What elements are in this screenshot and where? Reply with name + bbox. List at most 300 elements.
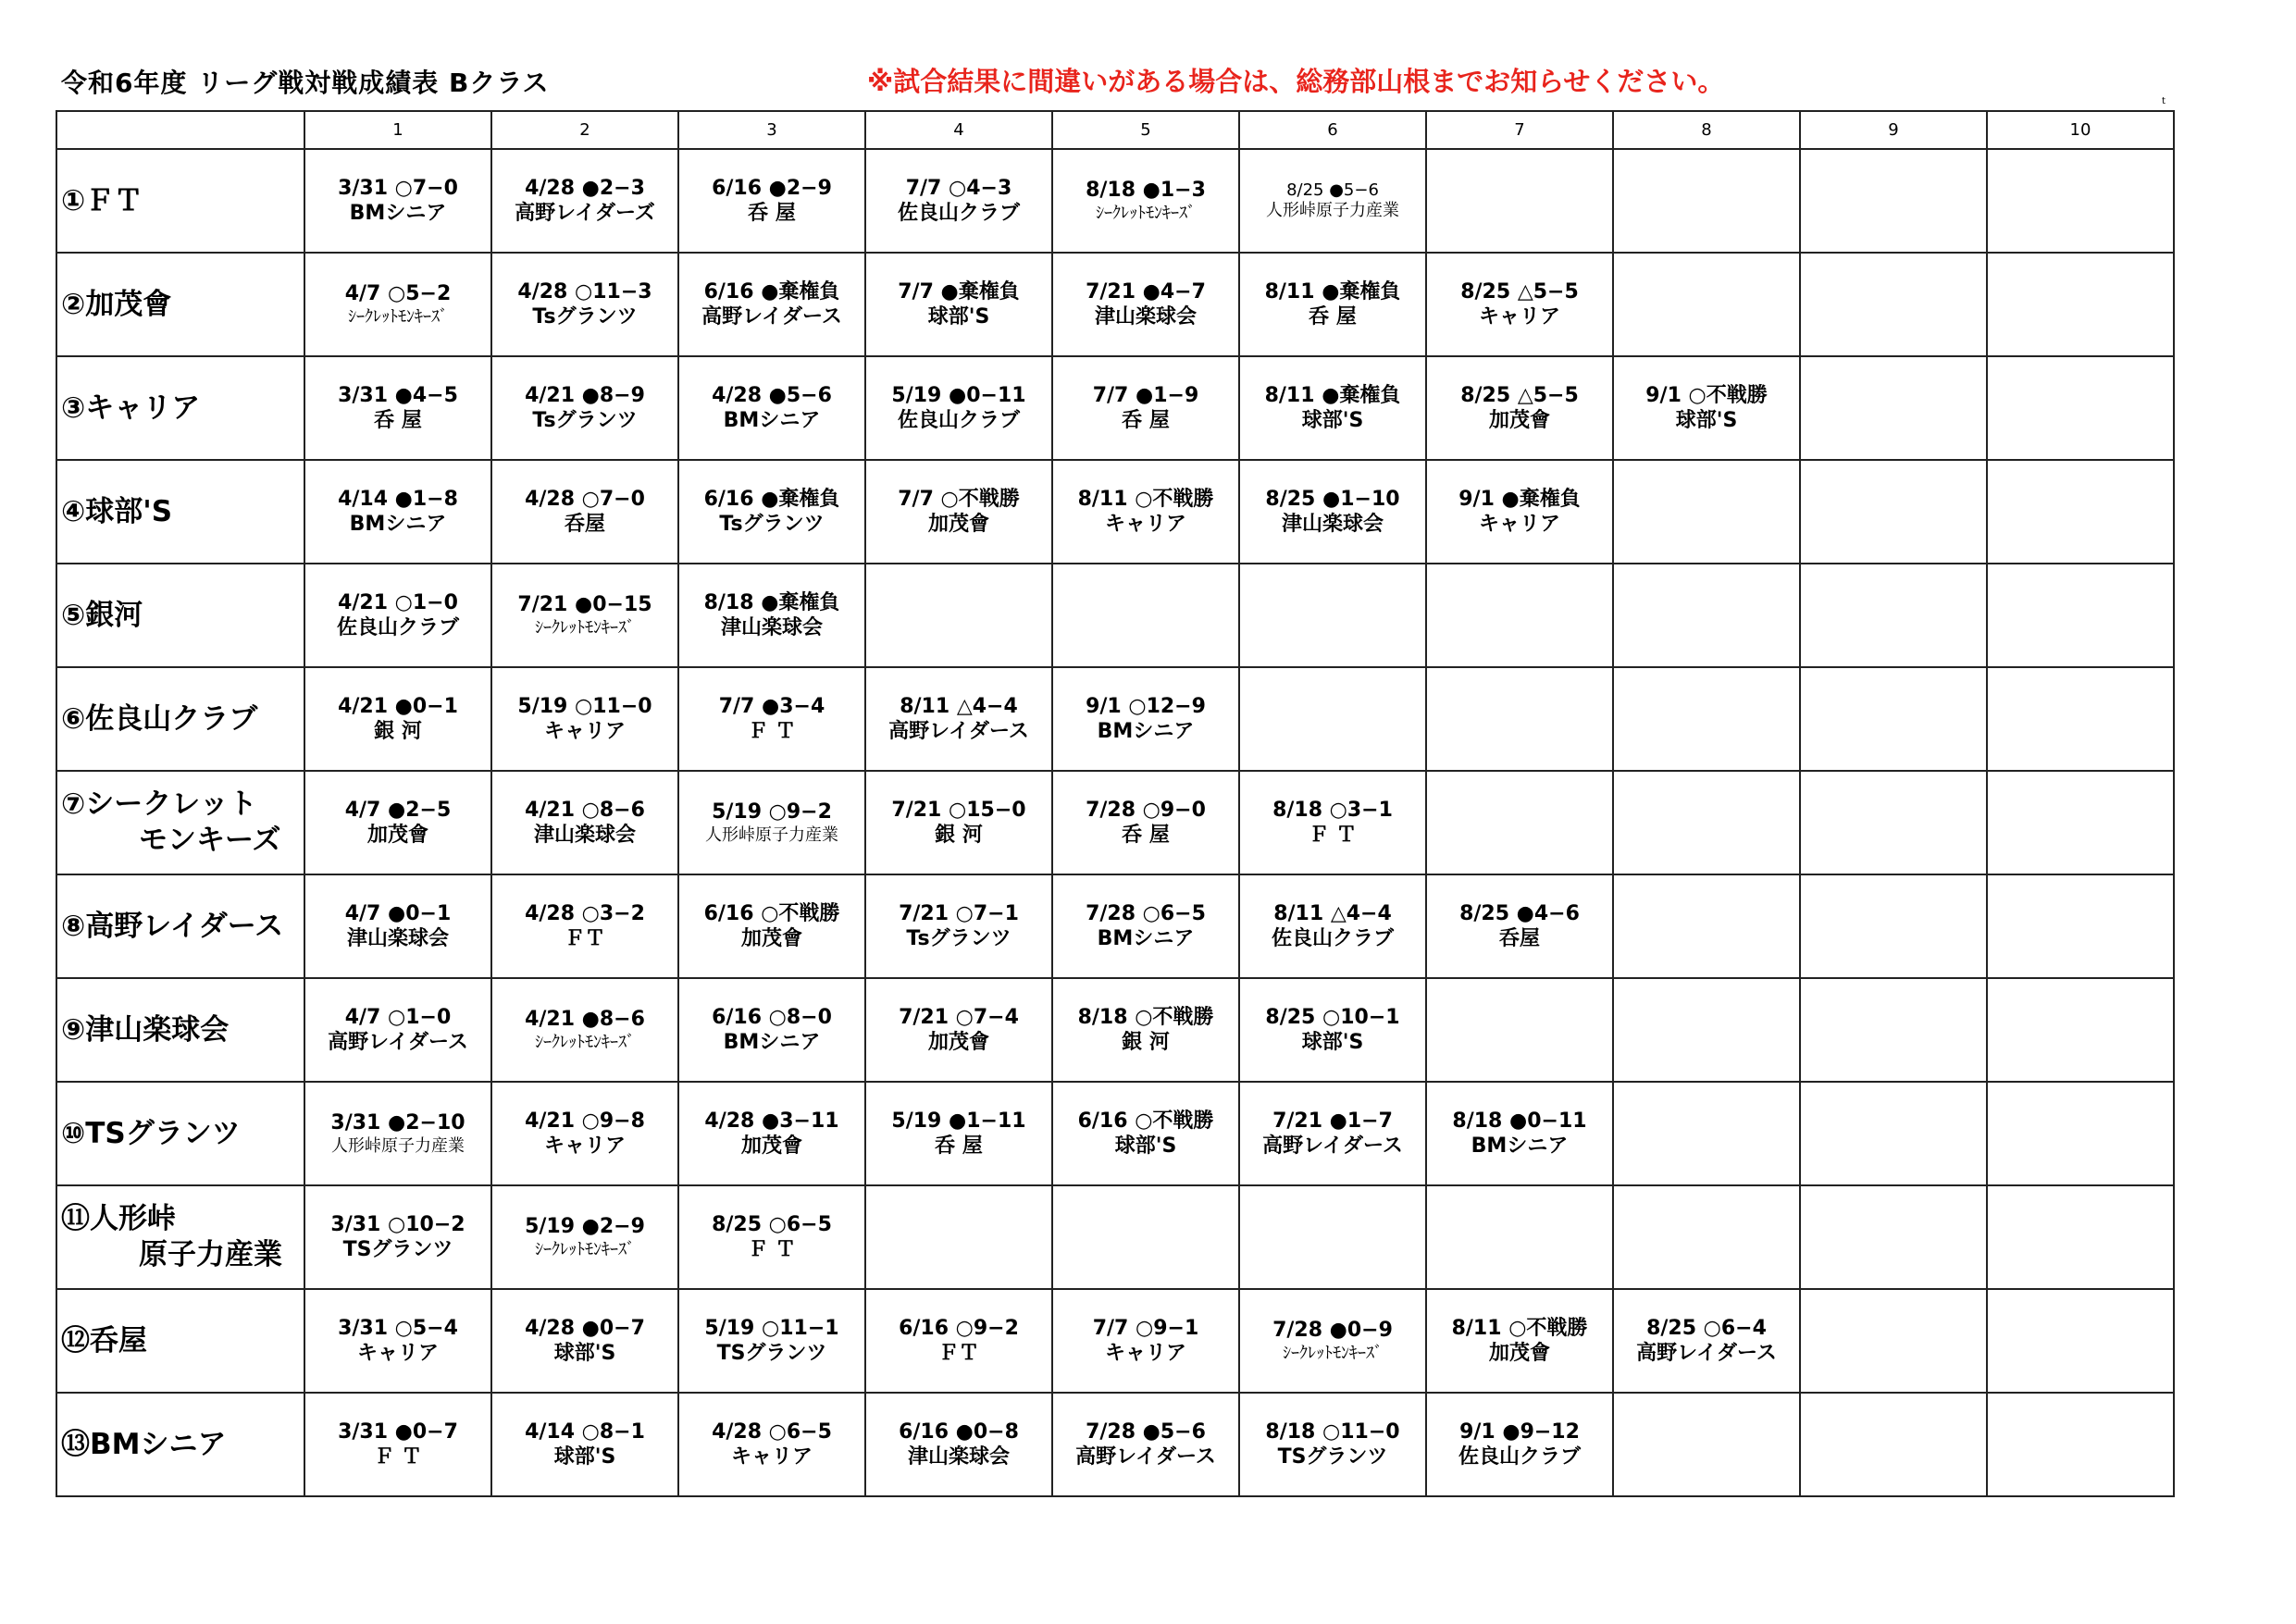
game-opponent: 高野レイダース	[1075, 1445, 1216, 1469]
result-cell	[865, 1289, 1052, 1393]
result-cell	[304, 149, 491, 253]
result-cell	[304, 564, 491, 667]
game-opponent: ＦＴ	[937, 1342, 979, 1365]
result-cell	[1987, 1185, 2174, 1289]
game-opponent: 呑 屋	[748, 202, 796, 225]
game-opponent: 呑屋	[564, 513, 605, 536]
result-cell	[1613, 874, 1800, 978]
table-row	[56, 356, 2174, 460]
game-score: 8/18 ○11−0	[1265, 1419, 1400, 1444]
result-cell	[1239, 978, 1426, 1082]
game-opponent: Ｆ Ｔ	[374, 1445, 422, 1469]
team-name	[56, 564, 304, 667]
result-cell	[865, 771, 1052, 874]
team-name	[56, 874, 304, 978]
result-cell	[1426, 771, 1613, 874]
result-cell	[304, 667, 491, 771]
result-cell	[1239, 1393, 1426, 1496]
game-score: 8/25 ○10−1	[1265, 1005, 1400, 1029]
table-row	[56, 1185, 2174, 1289]
game-opponent: TSグランツ	[716, 1342, 827, 1365]
game-score: 7/21 ○15−0	[891, 798, 1026, 822]
game-score: 4/28 ○11−3	[517, 279, 652, 304]
game-score: 7/28 ●5−6	[1086, 1419, 1206, 1444]
result-cell	[865, 564, 1052, 667]
game-score: 3/31 ●4−5	[338, 383, 458, 407]
game-opponent: Tsグランツ	[906, 927, 1011, 950]
game-opponent: キャリア	[356, 1342, 439, 1365]
result-cell	[491, 1185, 678, 1289]
result-cell	[304, 253, 491, 356]
game-score: 8/25 ●4−6	[1459, 901, 1580, 925]
game-score: 7/7 ●3−4	[718, 694, 825, 718]
table-row	[56, 564, 2174, 667]
game-opponent: 加茂會	[1488, 1342, 1550, 1365]
game-opponent: キャリア	[1104, 513, 1186, 536]
result-cell	[865, 253, 1052, 356]
result-cell	[865, 874, 1052, 978]
result-cell	[1800, 667, 1987, 771]
result-cell	[1987, 1082, 2174, 1185]
table-row	[56, 1393, 2174, 1496]
result-cell	[865, 149, 1052, 253]
column-header: 3	[678, 111, 865, 149]
game-opponent: 人形峠原子力産業	[331, 1135, 465, 1156]
game-opponent: 高野レイダース	[1636, 1342, 1777, 1365]
game-score: 8/25 ○6−5	[712, 1212, 832, 1236]
result-cell	[678, 667, 865, 771]
result-cell	[678, 771, 865, 874]
game-score: 3/31 ●0−7	[338, 1419, 458, 1444]
result-cell	[1987, 874, 2174, 978]
game-opponent: 球部'S	[553, 1445, 616, 1469]
game-score: 7/28 ○6−5	[1086, 901, 1206, 925]
result-cell	[1052, 564, 1239, 667]
game-opponent: BMシニア	[723, 1031, 821, 1054]
result-cell	[1426, 460, 1613, 564]
result-cell	[1426, 1289, 1613, 1393]
game-score: 3/31 ●2−10	[330, 1111, 465, 1134]
game-score: 5/19 ○11−1	[704, 1316, 839, 1340]
team-name	[56, 356, 304, 460]
table-row	[56, 1082, 2174, 1185]
result-cell	[304, 771, 491, 874]
game-score: 8/25 △5−5	[1460, 279, 1579, 304]
game-opponent: 呑 屋	[374, 409, 422, 432]
result-cell	[1613, 253, 1800, 356]
result-cell	[1613, 356, 1800, 460]
result-cell	[1239, 149, 1426, 253]
team-name-line: ⑬BMシニア	[61, 1427, 227, 1461]
game-opponent: 佐良山クラブ	[1458, 1445, 1581, 1469]
result-cell	[1426, 1185, 1613, 1289]
game-score: 7/21 ○7−4	[899, 1005, 1019, 1029]
game-score: 7/7 ●1−9	[1092, 383, 1199, 407]
game-opponent: ｼｰｸﾚｯﾄﾓﾝｷｰｽﾞ	[1283, 1343, 1383, 1363]
team-name-line: ④球部'S	[61, 494, 173, 528]
game-score: 4/28 ○6−5	[712, 1419, 832, 1444]
team-name-line: ⑨津山楽球会	[61, 1012, 230, 1047]
game-score: 5/19 ●1−11	[891, 1109, 1026, 1133]
team-name	[56, 1289, 304, 1393]
game-score: 3/31 ○5−4	[338, 1316, 458, 1340]
result-cell	[491, 564, 678, 667]
result-cell	[491, 253, 678, 356]
result-cell	[678, 1082, 865, 1185]
game-score: 5/19 ○9−2	[712, 800, 832, 824]
game-score: 8/18 ○不戦勝	[1077, 1005, 1214, 1029]
game-score: 6/16 ●棄権負	[703, 487, 840, 511]
result-cell	[1800, 874, 1987, 978]
column-header: 7	[1426, 111, 1613, 149]
table-row	[56, 667, 2174, 771]
game-score: 8/18 ●棄権負	[703, 590, 840, 614]
game-score: 7/28 ○9−0	[1086, 798, 1206, 822]
result-cell	[304, 1289, 491, 1393]
team-name	[56, 771, 304, 874]
game-score: 6/16 ○不戦勝	[703, 901, 840, 925]
game-score: 7/7 ○不戦勝	[898, 487, 1020, 511]
result-cell	[865, 1393, 1052, 1496]
result-cell	[865, 460, 1052, 564]
game-opponent: 加茂會	[1488, 409, 1550, 432]
column-header: 6	[1239, 111, 1426, 149]
column-header: 2	[491, 111, 678, 149]
game-opponent: ｼｰｸﾚｯﾄﾓﾝｷｰｽﾞ	[535, 1239, 635, 1259]
header-row	[56, 111, 2174, 149]
game-opponent: 佐良山クラブ	[897, 202, 1020, 225]
team-name-line: ②加茂會	[61, 287, 172, 321]
game-score: 6/16 ●0−8	[899, 1419, 1019, 1444]
game-score: 9/1 ●棄権負	[1458, 487, 1581, 511]
game-opponent: 津山楽球会	[907, 1445, 1010, 1469]
result-cell	[491, 874, 678, 978]
team-name	[56, 460, 304, 564]
result-cell	[1987, 771, 2174, 874]
game-opponent: BMシニア	[349, 202, 447, 225]
table-row	[56, 253, 2174, 356]
result-cell	[1613, 978, 1800, 1082]
result-cell	[678, 460, 865, 564]
game-opponent: 佐良山クラブ	[1271, 927, 1394, 950]
result-cell	[1052, 356, 1239, 460]
result-cell	[304, 874, 491, 978]
game-score: 8/11 △4−4	[900, 694, 1018, 718]
result-cell	[304, 1185, 491, 1289]
game-score: 7/21 ●4−7	[1086, 279, 1206, 304]
game-score: 7/21 ●1−7	[1272, 1109, 1393, 1133]
game-score: 7/7 ○4−3	[905, 176, 1012, 200]
result-cell	[1800, 356, 1987, 460]
team-name-line: ③キャリア	[61, 391, 201, 425]
game-opponent: 津山楽球会	[1281, 513, 1384, 536]
game-opponent: 津山楽球会	[1094, 305, 1197, 329]
game-opponent: キャリア	[730, 1445, 813, 1469]
game-score: 4/28 ●0−7	[525, 1316, 645, 1340]
game-score: 4/21 ○9−8	[525, 1109, 645, 1133]
result-cell	[491, 978, 678, 1082]
game-score: 4/7 ●0−1	[344, 901, 452, 925]
result-cell	[1800, 1082, 1987, 1185]
game-score: 8/25 ●5−6	[1286, 180, 1379, 200]
game-score: 4/14 ●1−8	[338, 487, 458, 511]
result-cell	[1987, 978, 2174, 1082]
game-opponent: 高野レイダース	[1262, 1134, 1403, 1158]
game-opponent: 加茂會	[927, 1031, 989, 1054]
result-cell	[1239, 874, 1426, 978]
result-cell	[1987, 356, 2174, 460]
game-score: 4/7 ○1−0	[344, 1005, 452, 1029]
team-name-line-2: モンキーズ	[139, 824, 281, 857]
result-cell	[1052, 1289, 1239, 1393]
game-score: 3/31 ○10−2	[330, 1212, 465, 1236]
game-opponent: 球部'S	[1675, 409, 1738, 432]
result-cell	[1613, 564, 1800, 667]
result-cell	[1052, 978, 1239, 1082]
game-opponent: 銀 河	[1122, 1031, 1170, 1054]
result-cell	[1800, 564, 1987, 667]
notice-text: ※試合結果に間違いがある場合は、総務部山根までお知らせください。	[867, 66, 1725, 97]
result-cell	[491, 460, 678, 564]
game-opponent: 銀 河	[935, 824, 983, 847]
game-score: 8/18 ○3−1	[1272, 798, 1393, 822]
game-opponent: ｼｰｸﾚｯﾄﾓﾝｷｰｽﾞ	[1096, 203, 1196, 223]
team-name	[56, 149, 304, 253]
team-name-line: ⑧高野レイダース	[61, 909, 284, 943]
result-cell	[1052, 667, 1239, 771]
result-cell	[1987, 564, 2174, 667]
results-table	[56, 110, 2175, 1497]
result-cell	[304, 1393, 491, 1496]
result-cell	[1426, 978, 1613, 1082]
result-cell	[1426, 356, 1613, 460]
result-cell	[491, 1289, 678, 1393]
result-cell	[304, 356, 491, 460]
result-cell	[304, 1082, 491, 1185]
result-cell	[1613, 460, 1800, 564]
result-cell	[865, 978, 1052, 1082]
result-cell	[1426, 874, 1613, 978]
game-opponent: TSグランツ	[342, 1238, 453, 1261]
result-cell	[1426, 667, 1613, 771]
game-opponent: キャリア	[543, 720, 626, 743]
result-cell	[1613, 149, 1800, 253]
column-header: 5	[1052, 111, 1239, 149]
team-name	[56, 1393, 304, 1496]
game-opponent: Ｆ Ｔ	[1309, 824, 1357, 847]
game-opponent: Ｆ Ｔ	[748, 720, 796, 743]
result-cell	[491, 1082, 678, 1185]
table-row	[56, 771, 2174, 874]
game-opponent: 球部'S	[553, 1342, 616, 1365]
game-score: 4/21 ○8−6	[525, 798, 645, 822]
result-cell	[1052, 1185, 1239, 1289]
team-name-line: ⑫呑屋	[61, 1323, 147, 1357]
game-opponent: 呑 屋	[1122, 409, 1170, 432]
result-cell	[1800, 771, 1987, 874]
result-cell	[678, 1289, 865, 1393]
game-score: 4/21 ○1−0	[338, 590, 458, 614]
game-opponent: ｼｰｸﾚｯﾄﾓﾝｷｰｽﾞ	[348, 306, 448, 327]
result-cell	[1052, 874, 1239, 978]
game-score: 4/28 ●2−3	[525, 176, 645, 200]
team-name-line: ⑪人形峠	[61, 1202, 176, 1236]
result-cell	[304, 460, 491, 564]
game-score: 9/1 ●9−12	[1459, 1419, 1580, 1444]
result-cell	[678, 356, 865, 460]
result-cell	[1052, 460, 1239, 564]
result-cell	[491, 356, 678, 460]
result-cell	[1239, 667, 1426, 771]
column-header: 9	[1800, 111, 1987, 149]
game-score: 8/25 △5−5	[1460, 383, 1579, 407]
table-row	[56, 978, 2174, 1082]
result-cell	[1052, 1393, 1239, 1496]
game-opponent: 呑 屋	[935, 1134, 983, 1158]
game-opponent: 高野レイダース	[888, 720, 1029, 743]
result-cell	[491, 771, 678, 874]
game-score: 9/1 ○不戦勝	[1645, 383, 1768, 407]
game-score: 7/21 ●0−15	[517, 593, 652, 616]
game-opponent: Tsグランツ	[532, 305, 638, 329]
result-cell	[1239, 356, 1426, 460]
game-score: 8/25 ○6−4	[1646, 1316, 1767, 1340]
result-cell	[1613, 1393, 1800, 1496]
result-cell	[1426, 1082, 1613, 1185]
result-cell	[1613, 771, 1800, 874]
column-header: 4	[865, 111, 1052, 149]
table-row	[56, 460, 2174, 564]
result-cell	[1800, 1393, 1987, 1496]
game-opponent: キャリア	[543, 1134, 626, 1158]
result-cell	[1800, 149, 1987, 253]
game-score: 6/16 ●2−9	[712, 176, 832, 200]
result-cell	[678, 564, 865, 667]
game-score: 6/16 ○8−0	[712, 1005, 832, 1029]
game-score: 4/28 ●5−6	[712, 383, 832, 407]
game-opponent: BMシニア	[723, 409, 821, 432]
game-score: 5/19 ○11−0	[517, 694, 652, 718]
result-cell	[1613, 1185, 1800, 1289]
game-opponent: 津山楽球会	[720, 616, 823, 639]
game-opponent: 高野レイダース	[328, 1031, 468, 1054]
game-opponent: ｼｰｸﾚｯﾄﾓﾝｷｰｽﾞ	[535, 1032, 635, 1052]
result-cell	[1800, 1289, 1987, 1393]
result-cell	[865, 1185, 1052, 1289]
table-body	[56, 149, 2174, 1496]
game-opponent: 球部'S	[1114, 1134, 1177, 1158]
game-score: 4/21 ●0−1	[338, 694, 458, 718]
game-opponent: 球部'S	[927, 305, 990, 329]
game-opponent: BMシニア	[1097, 720, 1195, 743]
result-cell	[1239, 1082, 1426, 1185]
game-opponent: 加茂會	[927, 513, 989, 536]
game-score: 6/16 ●棄権負	[703, 279, 840, 304]
result-cell	[1800, 978, 1987, 1082]
column-header: 1	[304, 111, 491, 149]
result-cell	[1239, 253, 1426, 356]
game-opponent: Tsグランツ	[532, 409, 638, 432]
game-opponent: キャリア	[1104, 1342, 1186, 1365]
table-row	[56, 1289, 2174, 1393]
game-score: 9/1 ○12−9	[1086, 694, 1206, 718]
result-cell	[1800, 460, 1987, 564]
result-cell	[491, 149, 678, 253]
game-score: 8/18 ●0−11	[1452, 1109, 1587, 1133]
game-score: 4/28 ○3−2	[525, 901, 645, 925]
team-name	[56, 978, 304, 1082]
game-score: 7/7 ○9−1	[1092, 1316, 1199, 1340]
result-cell	[1613, 1289, 1800, 1393]
game-score: 6/16 ○不戦勝	[1077, 1109, 1214, 1133]
game-opponent: 津山楽球会	[346, 927, 449, 950]
game-opponent: 銀 河	[374, 720, 422, 743]
game-opponent: 呑 屋	[1122, 824, 1170, 847]
column-header: 8	[1613, 111, 1800, 149]
result-cell	[491, 667, 678, 771]
corner-mark: t	[2162, 96, 2166, 106]
game-score: 4/21 ●8−6	[525, 1008, 645, 1031]
game-score: 4/28 ●3−11	[704, 1109, 839, 1133]
game-opponent: Tsグランツ	[719, 513, 825, 536]
game-score: 8/25 ●1−10	[1265, 487, 1400, 511]
result-cell	[1987, 149, 2174, 253]
game-score: 8/11 △4−4	[1273, 901, 1392, 925]
game-opponent: 高野レイダース	[701, 305, 842, 329]
game-score: 5/19 ●2−9	[525, 1215, 645, 1238]
result-cell	[678, 874, 865, 978]
result-cell	[1987, 1289, 2174, 1393]
result-cell	[491, 1393, 678, 1496]
team-name	[56, 1082, 304, 1185]
result-cell	[678, 1185, 865, 1289]
game-score: 8/18 ●1−3	[1086, 179, 1206, 202]
game-opponent: 球部'S	[1301, 1031, 1364, 1054]
result-cell	[678, 978, 865, 1082]
game-opponent: 加茂會	[740, 927, 802, 950]
result-cell	[1426, 253, 1613, 356]
game-opponent: ＦＴ	[564, 927, 605, 950]
game-opponent: 呑 屋	[1309, 305, 1357, 329]
result-cell	[1613, 1082, 1800, 1185]
game-opponent: BMシニア	[349, 513, 447, 536]
game-opponent: 佐良山クラブ	[336, 616, 459, 639]
team-name	[56, 253, 304, 356]
game-opponent: 球部'S	[1301, 409, 1364, 432]
result-cell	[1987, 460, 2174, 564]
game-score: 4/7 ○5−2	[344, 282, 452, 305]
game-opponent: 加茂會	[740, 1134, 802, 1158]
game-opponent: BMシニア	[1471, 1134, 1569, 1158]
result-cell	[1987, 667, 2174, 771]
team-name-line-2: 原子力産業	[139, 1238, 282, 1271]
game-score: 8/11 ○不戦勝	[1451, 1316, 1588, 1340]
result-cell	[1239, 1289, 1426, 1393]
result-cell	[1239, 771, 1426, 874]
result-cell	[1987, 253, 2174, 356]
header-corner	[56, 111, 304, 149]
game-score: 4/14 ○8−1	[525, 1419, 645, 1444]
game-opponent: BMシニア	[1097, 927, 1195, 950]
result-cell	[1239, 564, 1426, 667]
game-opponent: キャリア	[1478, 305, 1560, 329]
result-cell	[1613, 667, 1800, 771]
team-name	[56, 1185, 304, 1289]
game-score: 3/31 ○7−0	[338, 176, 458, 200]
game-opponent: キャリア	[1478, 513, 1560, 536]
table-row	[56, 874, 2174, 978]
result-cell	[304, 978, 491, 1082]
